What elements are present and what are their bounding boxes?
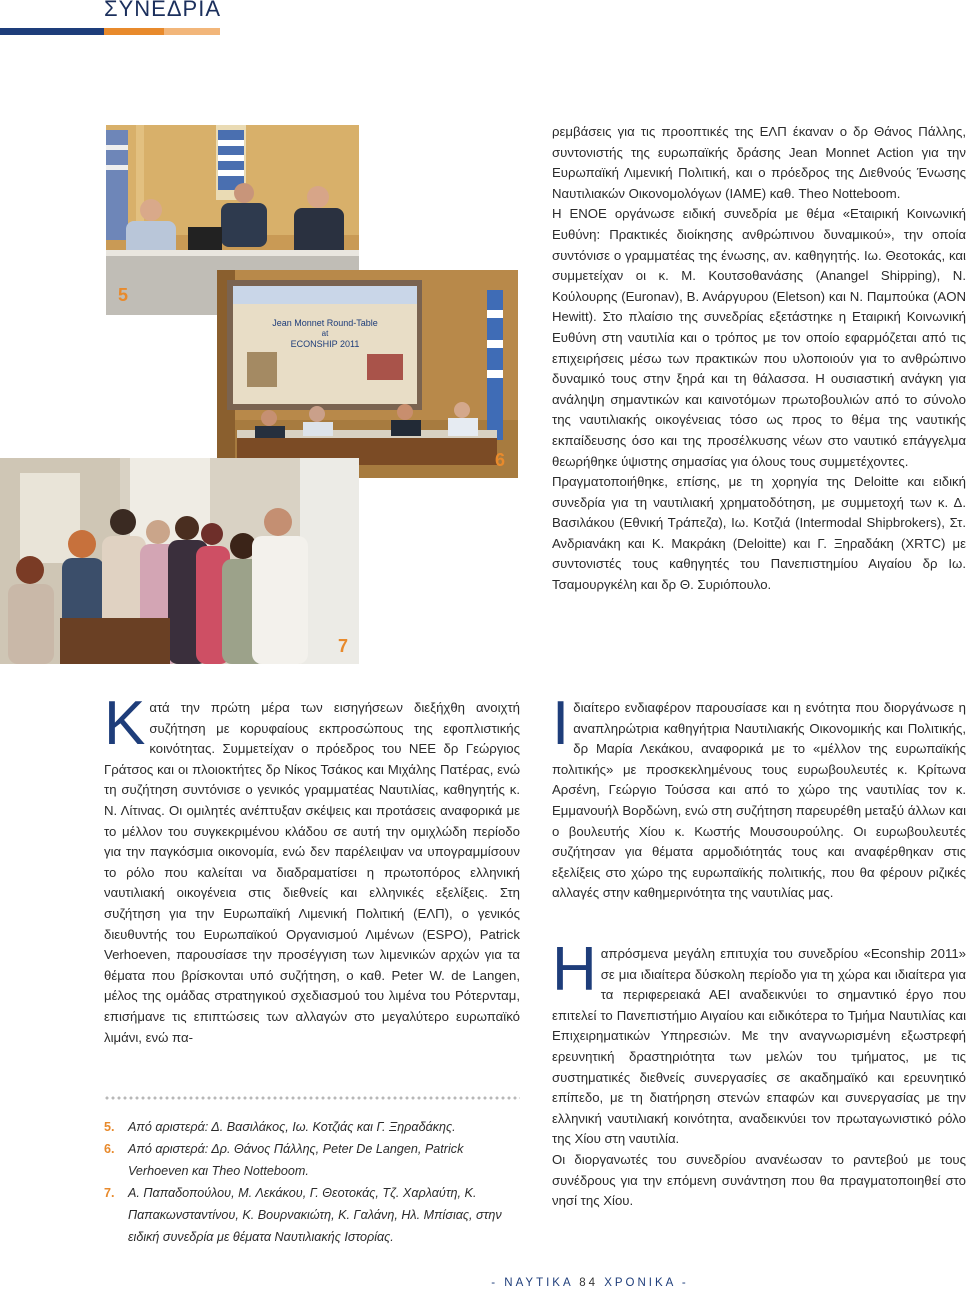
paragraph-deloitte: Πραγματοποιήθηκε, επίσης, με τη χορηγία της Deloitte και ειδική συνεδρία για τη ναυτιλιακή χρηματοδότηση, με συμμετοχή των κ. Δ. Βασιλάκου (Εθνική Τράπεζα), Ιω. Κοτζιά (Intermodal Shipbrokers), Στ. Ανδριανάκη και Κ. Μακράκη (Deloitte) και Γ. Ξηραδάκη (XRTC) με συντονιστές τους καθηγητές του Πανεπιστημίου Αιγαίου δρ Ιω. Τσαμουργκέλη και δρ Θ. Συριόπουλο. <box>552 474 966 593</box>
photo-roundtable <box>217 270 518 478</box>
right-column-top <box>552 122 966 596</box>
caption-6 <box>104 1138 524 1182</box>
right-column-bottom <box>552 935 966 1212</box>
photo-group <box>0 458 359 664</box>
footer-left: - ΝΑΥΤΙΚΑ <box>491 1277 573 1289</box>
photo-number-6: 6 <box>495 450 506 470</box>
caption-number: 6. <box>104 1142 115 1156</box>
header-bar-light <box>164 28 220 35</box>
footer-right: ΧΡΟΝΙΚΑ - <box>604 1277 689 1289</box>
slide-title-2: at <box>321 329 329 338</box>
page-footer <box>0 1277 966 1289</box>
slide-title-3: ECONSHIP 2011 <box>290 339 360 349</box>
paragraph-organizers: Οι διοργανωτές του συνεδρίου ανανέωσαν το ραντεβού με τους συνέδρους για την επόμενη συνάντηση που θα πραγματοποιηθεί στο νησί της Χίου. <box>552 1151 966 1209</box>
photo-number-7: 7 <box>338 636 349 656</box>
right-column-mid <box>552 689 966 904</box>
photo-captions <box>104 1116 524 1248</box>
paragraph-success: απρόσμενα μεγάλη επιτυχία του συνεδρίου «Econship 2011» σε μια ιδιαίτερα δύσκολη περίοδο για τη χώρα και ιδιαίτερα για τα περιφερειακά ΑΕΙ αναδεικνύει το σημαντικό έργο που επιτελεί το Πανεπιστήμιο Αιγαίου και ειδικότερα το Τμήμα Ναυτιλίας και Επιχειρηματικών Υπηρεσιών. Με την αναγνωρισμένη εξωστρεφή ερευνητική δραστηριότητα των μελών του τμήματος, με τις συστηματικές διεθνείς συνεργασίες σε ακαδημαϊκό και ερευνητικό επίπεδο, με τη διατήρηση στενών επαφών και συνεργασίας με την ελληνική ναυτιλιακή κοινότητα, αναδεικνύει τον πρωταγωνιστικό ρόλο της Χίου στη ναυτιλία. <box>552 946 966 1147</box>
caption-text: Από αριστερά: Δρ. Θάνος Πάλλης, Peter De Langen, Patrick Verhoeven και Theo Notteboom. <box>128 1142 464 1178</box>
dropcap-k: Κ <box>104 689 146 758</box>
photo-number-5: 5 <box>118 285 129 305</box>
header-bar-orange <box>104 28 164 35</box>
caption-divider <box>104 1096 520 1100</box>
slide-title-1: Jean Monnet Round-Table <box>272 318 378 328</box>
caption-number: 7. <box>104 1186 115 1200</box>
paragraph-lekakou: διαίτερο ενδιαφέρον παρουσίασε και η ενότητα που διοργάνωσε η αναπληρώτρια καθηγήτρια Ναυτιλιακής Οικονομικής και Πολιτικής, δρ Μαρία Λεκάκου, αναφορικά με το «μέλλον της ευρωπαϊκής πολιτικής» με προσκεκλημένους τους ευρωβουλευτές κ. Κρίτωνα Αρσένη, Γεώργιο Τούσσα και από το χώρο της ναυτιλίας τον κ. Εμμανουήλ Βορδώνη, ενώ στη συζήτηση παρευρέθη μεταξύ άλλων και ο βουλευτής Χίου κ. Κωστής Μουσουρούλης. Οι ευρωβουλευτές συζήτησαν για θέματα αρμοδιότητάς τους και αναφέρθηκαν στις εξελίξεις στο χώρο της ευρωπαϊκής πολιτικής, που θα φέρουν ριζικές αλλαγές στην καθημερινότητα της ναυτιλίας μας. <box>552 700 966 901</box>
section-title: ΣΥΝΕΔΡΙΑ <box>104 0 221 21</box>
caption-text: Από αριστερά: Δ. Βασιλάκος, Ιω. Κοτζιάς και Γ. Ξηραδάκης. <box>128 1120 456 1134</box>
paragraph-pallis: ρεμβάσεις για τις προοπτικές της ΕΛΠ έκαναν ο δρ Θάνος Πάλλης, συντονιστής της ευρωπαϊκής δράσης Jean Monnet Action για την Ευρωπαϊκή Λιμενική Πολιτική, και ο πρόεδρος της Διεθνούς Ένωσης Ναυτιλιακών Οικονομολόγων (IAME) καθ. Theo Notteboom. <box>552 124 966 201</box>
caption-5 <box>104 1116 524 1138</box>
header-bar-blue <box>0 28 104 35</box>
paragraph-enoe: Η ΕΝΟΕ οργάνωσε ειδική συνεδρία με θέμα «Εταιρική Κοινωνική Ευθύνη: Πρακτικές διοίκησης ανθρώπινου δυναμικού», την οποία συντόνισε ο γραμματέας της ένωσης, αν. καθηγητής. Ιω. Θεοτοκάς, και συμμετείχαν οι κ. Μ. Κουτσοθανάσης (Anangel Shipping), Ν. Κούλουρης (Euronav), Β. Ανάργυρου (Eletson) και Ν. Παμπούκα (AON Hewitt). Στο πλαίσιο της συνεδρίας εξετάστηκε η Εταιρική Κοινωνική Ευθύνη στη ναυτιλία και ο τρόπος με τον οποίο εφαρμόζεται από τις επιχειρήσεις μέσω των πρακτικών που υλοποιούν για το ανθρώπινο δυναμικό τους στην ξηρά και τη θάλασσα. Η ουσιαστική ανάγκη για ανάληψη σημαντικών και καινοτόμων πρωτοβουλιών από το σύνολο της ναυτιλιακής οικογένειας τόσο ως προς το θέμα της ναυτικής εκπαίδευσης όσο και της προσέλκυσης νέων στο ναυτικό επάγγελμα θεωρήθηκε ύψιστης σημασίας για όλους τους συμμετέχοντες. <box>552 206 966 469</box>
dropcap-i: Ι <box>552 689 570 758</box>
caption-7 <box>104 1182 524 1248</box>
page-number: 84 <box>579 1277 598 1289</box>
intro-article <box>104 689 520 1048</box>
intro-text: ατά την πρώτη μέρα των εισηγήσεων διεξήχθη ανοιχτή συζήτηση με κορυφαίους εκπροσώπους της εφοπλιστικής κοινότητας. Συμμετείχαν ο πρόεδρος του ΝΕΕ δρ Γεώργιος Γράτσος και οι πλοιοκτήτες δρ Νίκος Τσάκος και Μιχάλης Πατέρας, ενώ τη συζήτηση συντόνισε ο γενικός γραμματέας Ναυτιλίας, καθηγητής κ. Ν. Λίτινας. Οι ομιλητές ανέπτυξαν σκέψεις και προτάσεις αναφορικά με το μέλλον του συγκεκριμένου κλάδου σε αυτή την ομιχλώδη περίοδο για την παγκόσμια οικονομία, ενώ δεν παρέλειψαν να υπογραμμίσουν το ρόλο που καλείται να διαδραματίσει η πρωτοπόρος ελληνική ναυτιλιακή οικογένεια στις διεθνείς και ελληνικές εξελίξεις. Στη συζήτηση για την Ευρωπαϊκή Λιμενική Πολιτική (ΕΛΠ), ο γενικός διευθυντής του Ευρωπαϊκού Οργανισμού Λιμένων (ESPO), Patrick Verhoeven, παρουσίασε την προσέγγιση των λιμενικών αρχών για τα θέματα που βρίσκονται υπό συζήτηση, ο καθ. Peter W. de Langen, μέλος της ομάδας στρατηγικού σχεδιασμού του λιμένα του Ρότερνταμ, επισήμανε τις επιπτώσεις των αλλαγών στο μεγαλύτερο ευρωπαϊκό λιμάνι, ενώ πα- <box>104 700 520 1045</box>
dropcap-h: Η <box>552 935 597 1004</box>
caption-number: 5. <box>104 1120 115 1134</box>
caption-text: Α. Παπαδοπούλου, Μ. Λεκάκου, Γ. Θεοτοκάς, Τζ. Χαρλαύτη, Κ. Παπακωνσταντίνου, Κ. Βουρνακιώτη, Κ. Γαλάνη, Ηλ. Μπίσιας, στην ειδική συνεδρία με θέματα Ναυτιλιακής Ιστορίας. <box>128 1186 502 1244</box>
